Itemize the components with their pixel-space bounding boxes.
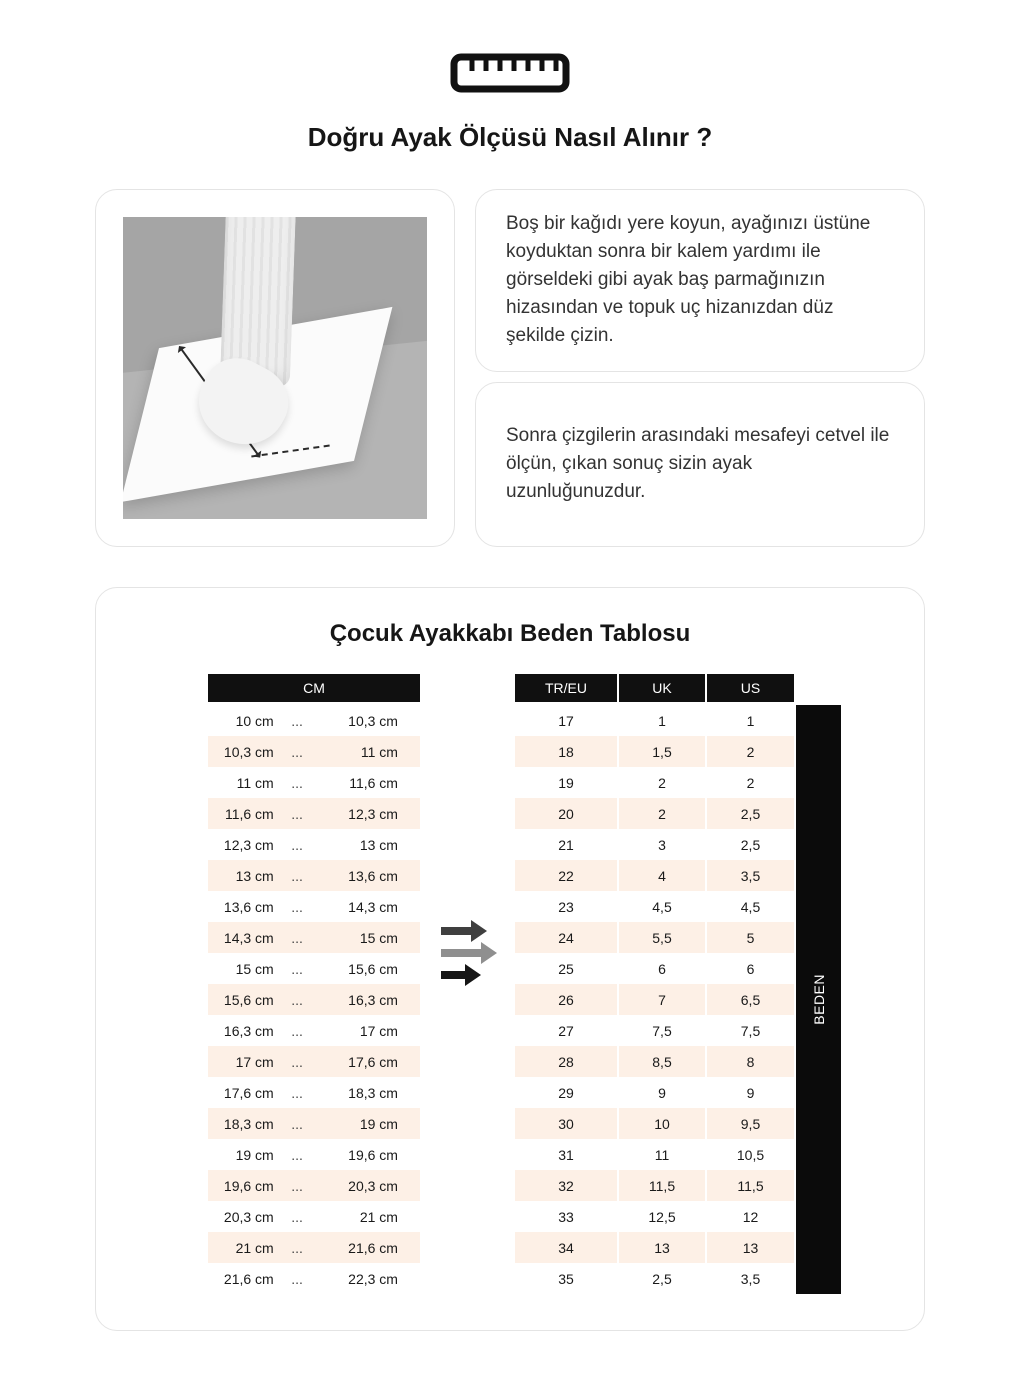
us-value: 1	[707, 705, 794, 736]
cm-table-row	[208, 1046, 420, 1077]
size-table-row	[515, 1139, 794, 1170]
tr-eu-value: 25	[515, 953, 617, 984]
uk-value: 3	[619, 829, 705, 860]
cm-from-value: 11 cm	[236, 774, 274, 791]
uk-value: 2,5	[619, 1263, 705, 1294]
cm-separator: ...	[291, 1053, 303, 1070]
cm-separator: ...	[291, 774, 303, 791]
size-chart-card	[95, 587, 925, 1331]
tr-eu-value: 19	[515, 767, 617, 798]
size-table-row	[515, 953, 794, 984]
size-table-row	[515, 705, 794, 736]
size-table-row	[515, 891, 794, 922]
us-value: 2,5	[707, 798, 794, 829]
cm-from-value: 21,6 cm	[223, 1270, 274, 1287]
us-value: 12	[707, 1201, 794, 1232]
cm-separator: ...	[291, 1084, 303, 1101]
uk-value: 1,5	[619, 736, 705, 767]
cm-from-value: 13,6 cm	[223, 898, 274, 915]
cm-from-value: 16,3 cm	[223, 1022, 274, 1039]
us-value: 5	[707, 922, 794, 953]
us-value: 2,5	[707, 829, 794, 860]
size-table-row	[515, 1077, 794, 1108]
size-table-row	[515, 829, 794, 860]
size-column-header: TR/EU	[515, 674, 617, 702]
us-value: 7,5	[707, 1015, 794, 1046]
cm-separator: ...	[291, 836, 303, 853]
us-value: 6	[707, 953, 794, 984]
tr-eu-value: 18	[515, 736, 617, 767]
tr-eu-value: 20	[515, 798, 617, 829]
size-guide-page	[95, 0, 925, 1373]
cm-to-value: 11,6 cm	[349, 774, 398, 791]
cm-from-value: 15 cm	[235, 960, 274, 977]
cm-table-row	[208, 767, 420, 798]
uk-value: 11	[619, 1139, 705, 1170]
uk-value: 13	[619, 1232, 705, 1263]
size-table-header	[515, 674, 794, 702]
cm-to-value: 21 cm	[359, 1208, 398, 1225]
cm-from-value: 14,3 cm	[223, 929, 274, 946]
instruction-step-1-text: Boş bir kağıdı yere koyun, ayağınızı üstüne koyduktan sonra bir kalem yardımı ile görseldeki gibi ayak baş parmağınızın hizasından ve topuk uç hizanızdan düz şekilde çizin.	[506, 213, 871, 347]
cm-to-value: 15 cm	[359, 929, 398, 946]
uk-value: 7	[619, 984, 705, 1015]
cm-separator: ...	[291, 1270, 303, 1287]
size-table-row	[515, 1170, 794, 1201]
cm-from-value: 15,6 cm	[223, 991, 274, 1008]
cm-to-value: 18,3 cm	[348, 1084, 398, 1101]
cm-table-row	[208, 891, 420, 922]
beden-label: BEDEN	[810, 974, 827, 1025]
us-value: 9,5	[707, 1108, 794, 1139]
uk-value: 7,5	[619, 1015, 705, 1046]
us-value: 8	[707, 1046, 794, 1077]
tr-eu-value: 23	[515, 891, 617, 922]
cm-to-value: 12,3 cm	[348, 805, 398, 822]
cm-table-row	[208, 922, 420, 953]
uk-value: 8,5	[619, 1046, 705, 1077]
cm-table-row	[208, 860, 420, 891]
us-value: 11,5	[707, 1170, 794, 1201]
cm-from-value: 19,6 cm	[223, 1177, 274, 1194]
cm-separator: ...	[291, 929, 303, 946]
uk-value: 11,5	[619, 1170, 705, 1201]
size-table-row	[515, 1046, 794, 1077]
cm-table-row	[208, 1077, 420, 1108]
uk-value: 2	[619, 798, 705, 829]
instruction-step-2-text: Sonra çizgilerin arasındaki mesafeyi cetvel ile ölçün, çıkan sonuç sizin ayak uzunluğunuzdur.	[506, 425, 890, 503]
size-table-row	[515, 1201, 794, 1232]
tr-eu-value: 28	[515, 1046, 617, 1077]
cm-to-value: 19 cm	[359, 1115, 398, 1132]
cm-from-value: 17,6 cm	[223, 1084, 274, 1101]
uk-value: 10	[619, 1108, 705, 1139]
cm-table-row	[208, 984, 420, 1015]
size-table-row	[515, 1015, 794, 1046]
cm-from-value: 21 cm	[235, 1239, 274, 1256]
cm-table-row	[208, 1015, 420, 1046]
cm-table-row	[208, 1201, 420, 1232]
cm-separator: ...	[291, 1239, 303, 1256]
cm-to-value: 14,3 cm	[348, 898, 398, 915]
cm-separator: ...	[291, 1177, 303, 1194]
tr-eu-value: 29	[515, 1077, 617, 1108]
cm-separator: ...	[291, 805, 303, 822]
cm-separator: ...	[291, 1208, 303, 1225]
size-table-row	[515, 1232, 794, 1263]
cm-from-value: 12,3 cm	[223, 836, 274, 853]
size-chart-tables	[96, 674, 924, 1294]
tr-eu-value: 32	[515, 1170, 617, 1201]
us-value: 13	[707, 1232, 794, 1263]
size-chart-title: Çocuk Ayakkabı Beden Tablosu	[329, 620, 691, 647]
cm-to-value: 13 cm	[359, 836, 398, 853]
uk-value: 9	[619, 1077, 705, 1108]
ruler-icon	[95, 0, 925, 94]
size-table	[515, 674, 794, 1294]
uk-value: 5,5	[619, 922, 705, 953]
cm-from-value: 18,3 cm	[223, 1115, 274, 1132]
cm-from-value: 17 cm	[235, 1053, 274, 1070]
cm-separator: ...	[291, 1146, 303, 1163]
tr-eu-value: 30	[515, 1108, 617, 1139]
beden-label-bar	[796, 705, 841, 1294]
size-table-row	[515, 1263, 794, 1294]
instruction-step-2	[475, 382, 925, 547]
size-table-row	[515, 922, 794, 953]
cm-from-value: 11,6 cm	[224, 805, 274, 822]
tr-eu-value: 22	[515, 860, 617, 891]
size-table-wrap	[515, 674, 841, 1294]
tr-eu-value: 34	[515, 1232, 617, 1263]
page-title: Doğru Ayak Ölçüsü Nasıl Alınır ?	[307, 122, 713, 152]
cm-separator: ...	[291, 898, 303, 915]
tr-eu-value: 31	[515, 1139, 617, 1170]
instructions-section	[95, 189, 925, 547]
cm-to-value: 21,6 cm	[348, 1239, 398, 1256]
cm-to-value: 10,3 cm	[348, 712, 398, 729]
cm-to-value: 13,6 cm	[348, 867, 398, 884]
size-table-row	[515, 736, 794, 767]
cm-to-value: 17,6 cm	[348, 1053, 398, 1070]
us-value: 3,5	[707, 860, 794, 891]
us-value: 4,5	[707, 891, 794, 922]
size-table-body	[515, 705, 794, 1294]
size-table-row	[515, 984, 794, 1015]
cm-table-row	[208, 953, 420, 984]
cm-separator: ...	[291, 1022, 303, 1039]
cm-to-value: 20,3 cm	[348, 1177, 398, 1194]
cm-table-row	[208, 1108, 420, 1139]
size-column-header: US	[707, 674, 794, 702]
cm-from-value: 19 cm	[235, 1146, 274, 1163]
tr-eu-value: 21	[515, 829, 617, 860]
measurement-photo-card	[95, 189, 455, 547]
us-value: 2	[707, 736, 794, 767]
cm-to-value: 17 cm	[359, 1022, 398, 1039]
cm-separator: ...	[291, 743, 303, 760]
cm-from-value: 10,3 cm	[223, 743, 274, 760]
instruction-steps	[475, 189, 925, 547]
size-table-row	[515, 767, 794, 798]
size-table-row	[515, 798, 794, 829]
cm-to-value: 15,6 cm	[348, 960, 398, 977]
tr-eu-value: 26	[515, 984, 617, 1015]
instruction-step-1	[475, 189, 925, 372]
cm-from-value: 10 cm	[235, 712, 274, 729]
cm-table-row	[208, 798, 420, 829]
cm-from-value: 13 cm	[235, 867, 274, 884]
cm-to-value: 16,3 cm	[348, 991, 398, 1008]
cm-table	[208, 674, 420, 1294]
tr-eu-value: 27	[515, 1015, 617, 1046]
cm-to-value: 19,6 cm	[348, 1146, 398, 1163]
transfer-arrows-icon	[420, 674, 515, 1294]
cm-table-row	[208, 1263, 420, 1294]
uk-value: 6	[619, 953, 705, 984]
cm-table-row	[208, 829, 420, 860]
us-value: 10,5	[707, 1139, 794, 1170]
uk-value: 12,5	[619, 1201, 705, 1232]
foot-measurement-photo	[123, 217, 427, 519]
cm-table-body	[208, 705, 420, 1294]
uk-value: 4,5	[619, 891, 705, 922]
tr-eu-value: 35	[515, 1263, 617, 1294]
us-value: 6,5	[707, 984, 794, 1015]
uk-value: 2	[619, 767, 705, 798]
cm-table-row	[208, 1232, 420, 1263]
cm-separator: ...	[291, 991, 303, 1008]
cm-separator: ...	[291, 1115, 303, 1132]
us-value: 2	[707, 767, 794, 798]
size-column-header: UK	[619, 674, 705, 702]
cm-separator: ...	[291, 867, 303, 884]
uk-value: 4	[619, 860, 705, 891]
cm-table-row	[208, 1139, 420, 1170]
tr-eu-value: 33	[515, 1201, 617, 1232]
cm-table-header: CM	[208, 674, 420, 702]
cm-separator: ...	[291, 960, 303, 977]
cm-table-row	[208, 736, 420, 767]
us-value: 3,5	[707, 1263, 794, 1294]
cm-to-value: 11 cm	[360, 743, 398, 760]
cm-separator: ...	[291, 712, 303, 729]
tr-eu-value: 17	[515, 705, 617, 736]
uk-value: 1	[619, 705, 705, 736]
cm-table-row	[208, 1170, 420, 1201]
size-table-row	[515, 860, 794, 891]
tr-eu-value: 24	[515, 922, 617, 953]
cm-to-value: 22,3 cm	[348, 1270, 398, 1287]
size-table-row	[515, 1108, 794, 1139]
cm-from-value: 20,3 cm	[223, 1208, 274, 1225]
us-value: 9	[707, 1077, 794, 1108]
cm-table-row	[208, 705, 420, 736]
